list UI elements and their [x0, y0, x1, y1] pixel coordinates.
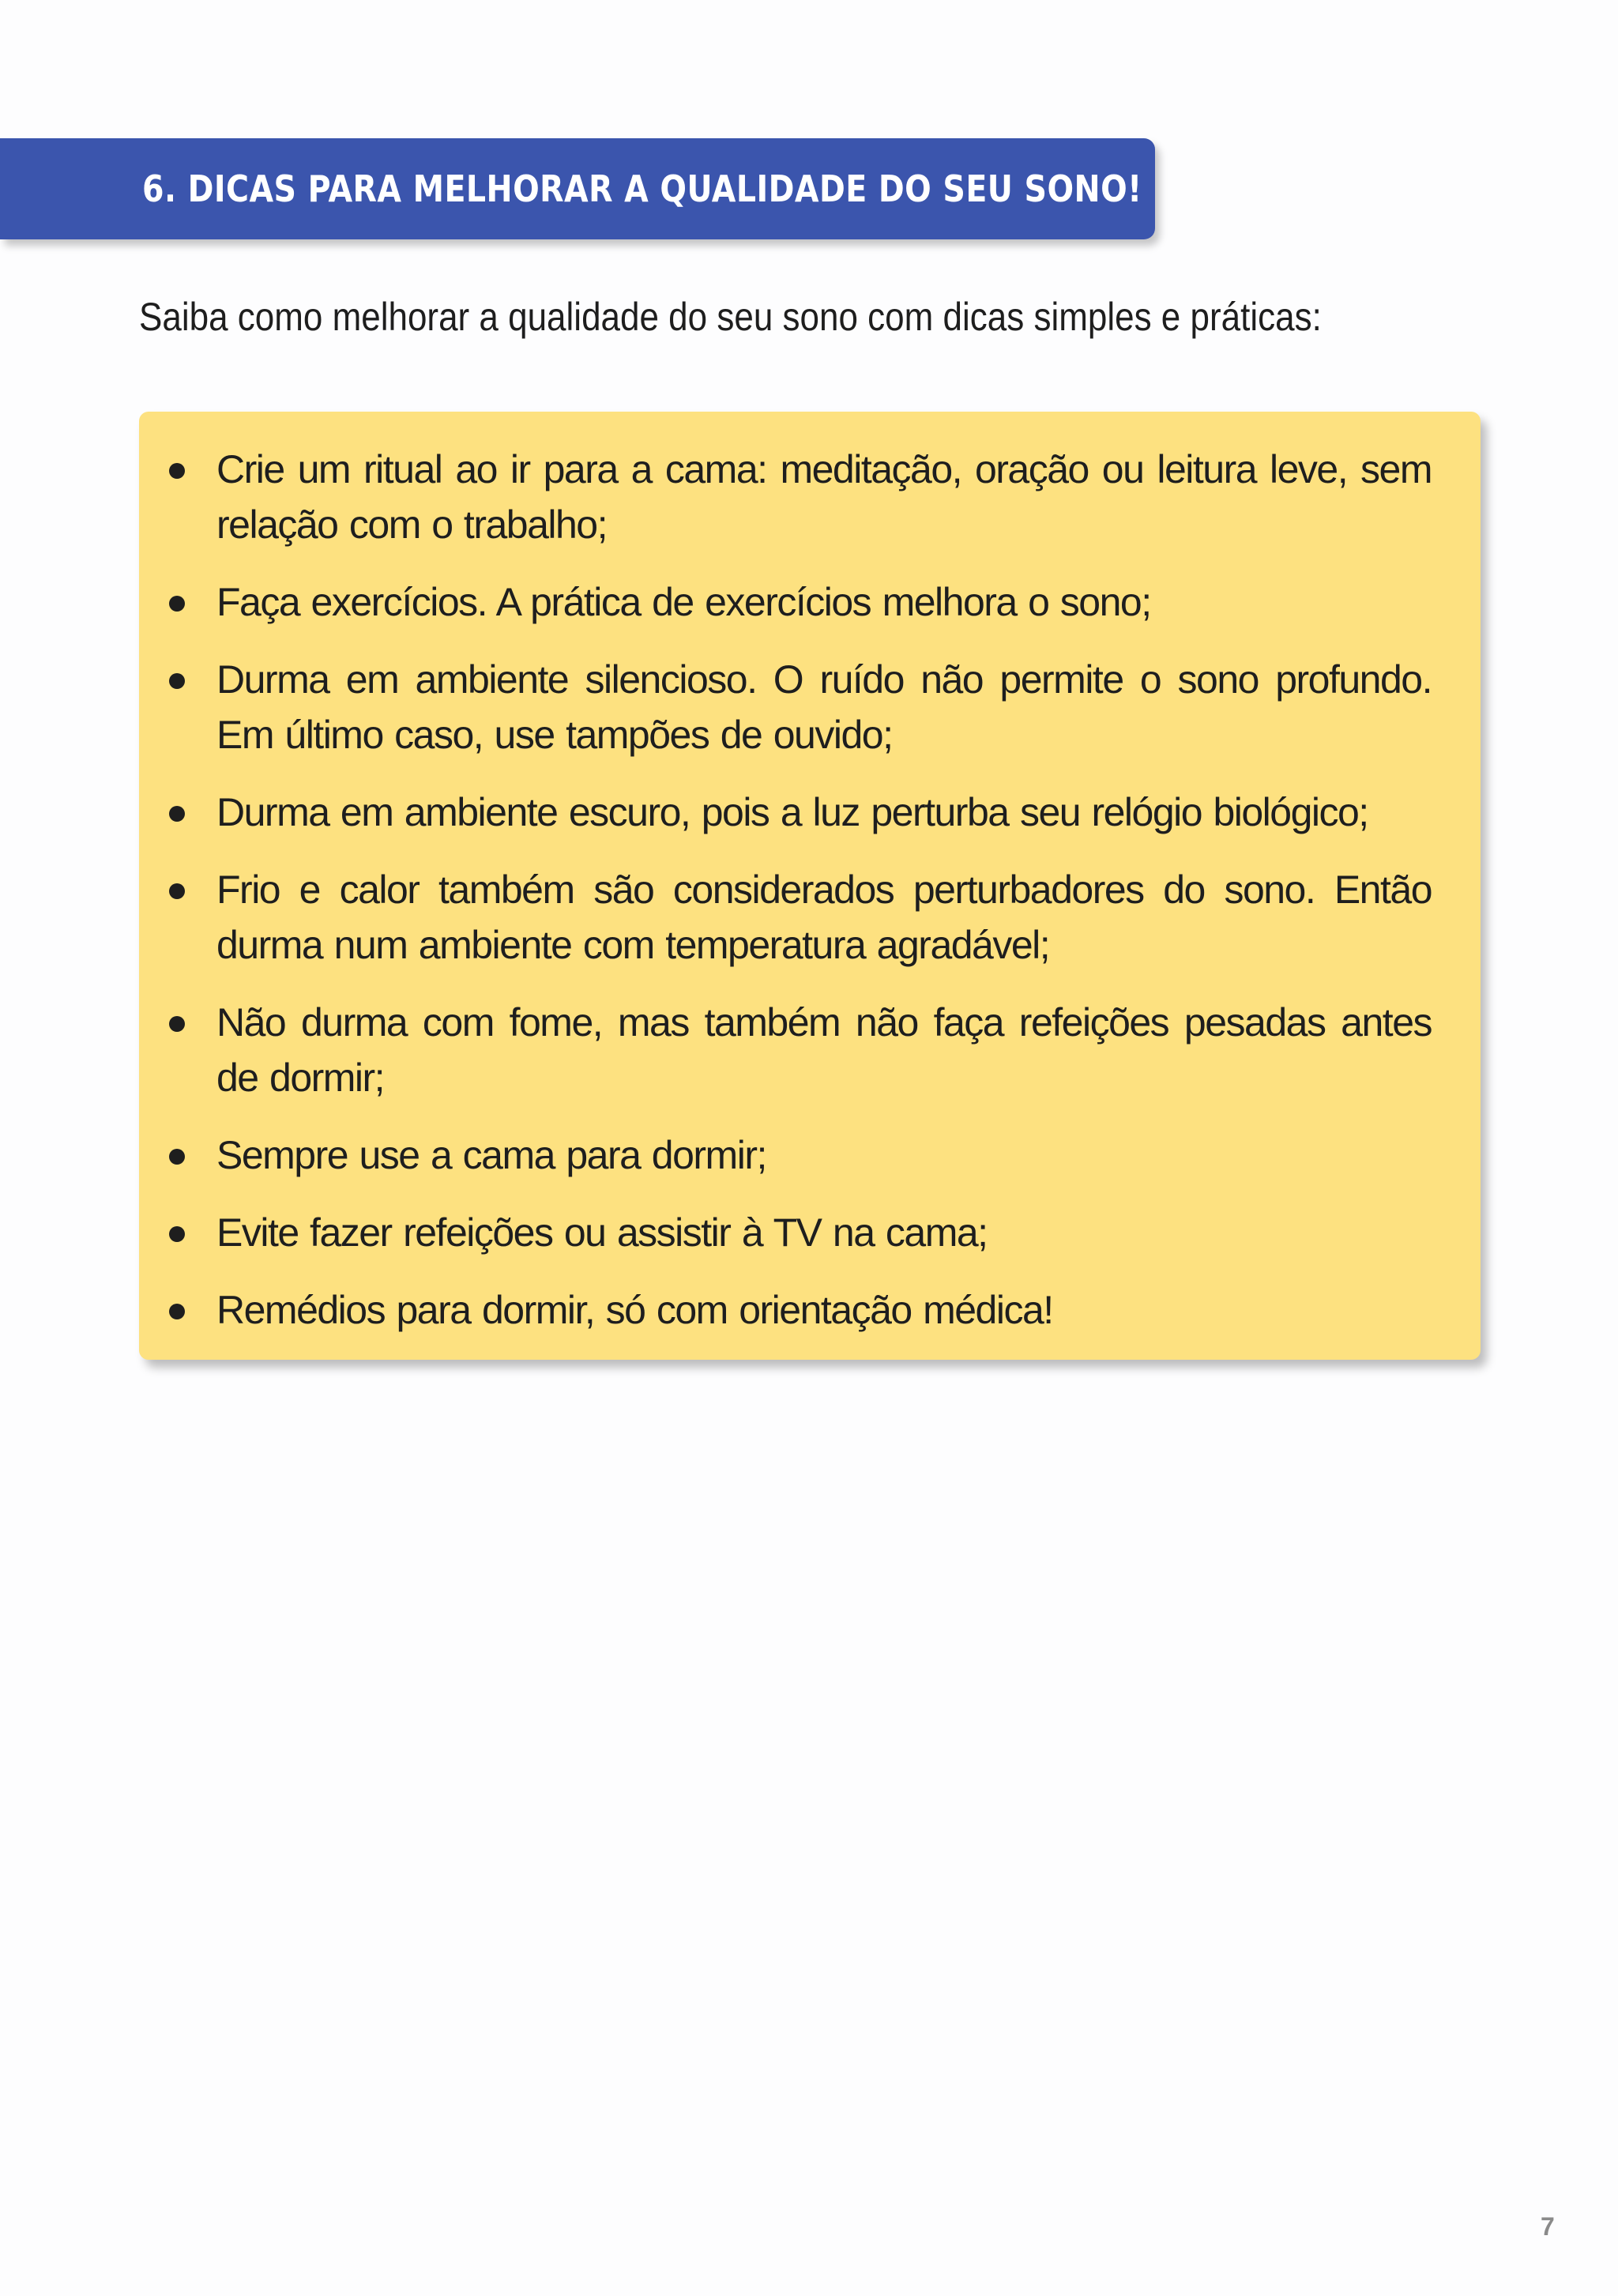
bullet-icon — [169, 1304, 185, 1319]
tip-text: Faça exercícios. A prática de exercícios melhora o sono; — [216, 580, 1151, 624]
list-item — [216, 442, 1432, 552]
list-item — [216, 1205, 1432, 1260]
tip-text: Crie um ritual ao ir para a cama: meditação, oração ou leitura leve, sem relação com o trabalho; — [216, 447, 1432, 547]
tips-list — [139, 412, 1481, 1338]
list-item — [216, 785, 1432, 840]
list-item — [216, 574, 1432, 630]
list-item — [216, 652, 1432, 762]
bullet-icon — [169, 1149, 185, 1165]
section-header — [0, 138, 1155, 239]
tip-text: Não durma com fome, mas também não faça refeições pesadas antes de dormir; — [216, 1000, 1432, 1100]
bullet-icon — [169, 1016, 185, 1032]
tip-text: Sempre use a cama para dormir; — [216, 1133, 766, 1177]
page-number: 7 — [1541, 2212, 1555, 2241]
section-title: 6. DICAS PARA MELHORAR A QUALIDADE DO SEU SONO! — [142, 167, 1142, 210]
tip-text: Remédios para dormir, só com orientação médica! — [216, 1288, 1053, 1332]
list-item — [216, 862, 1432, 973]
tip-text: Durma em ambiente silencioso. O ruído não permite o sono profundo. Em último caso, use tampões de ouvido; — [216, 657, 1432, 757]
bullet-icon — [169, 673, 185, 689]
bullet-icon — [169, 883, 185, 899]
tip-text: Durma em ambiente escuro, pois a luz perturba seu relógio biológico; — [216, 790, 1368, 834]
list-item — [216, 1127, 1432, 1183]
bullet-icon — [169, 596, 185, 612]
bullet-icon — [169, 1226, 185, 1242]
tips-box — [139, 412, 1481, 1360]
list-item — [216, 1282, 1432, 1338]
tip-text: Frio e calor também são considerados perturbadores do sono. Então durma num ambiente com temperatura agradável; — [216, 868, 1432, 967]
bullet-icon — [169, 806, 185, 822]
tip-text: Evite fazer refeições ou assistir à TV na cama; — [216, 1210, 988, 1255]
bullet-icon — [169, 463, 185, 479]
list-item — [216, 995, 1432, 1105]
intro-text: Saiba como melhorar a qualidade do seu sono com dicas simples e práticas: — [139, 295, 1322, 339]
